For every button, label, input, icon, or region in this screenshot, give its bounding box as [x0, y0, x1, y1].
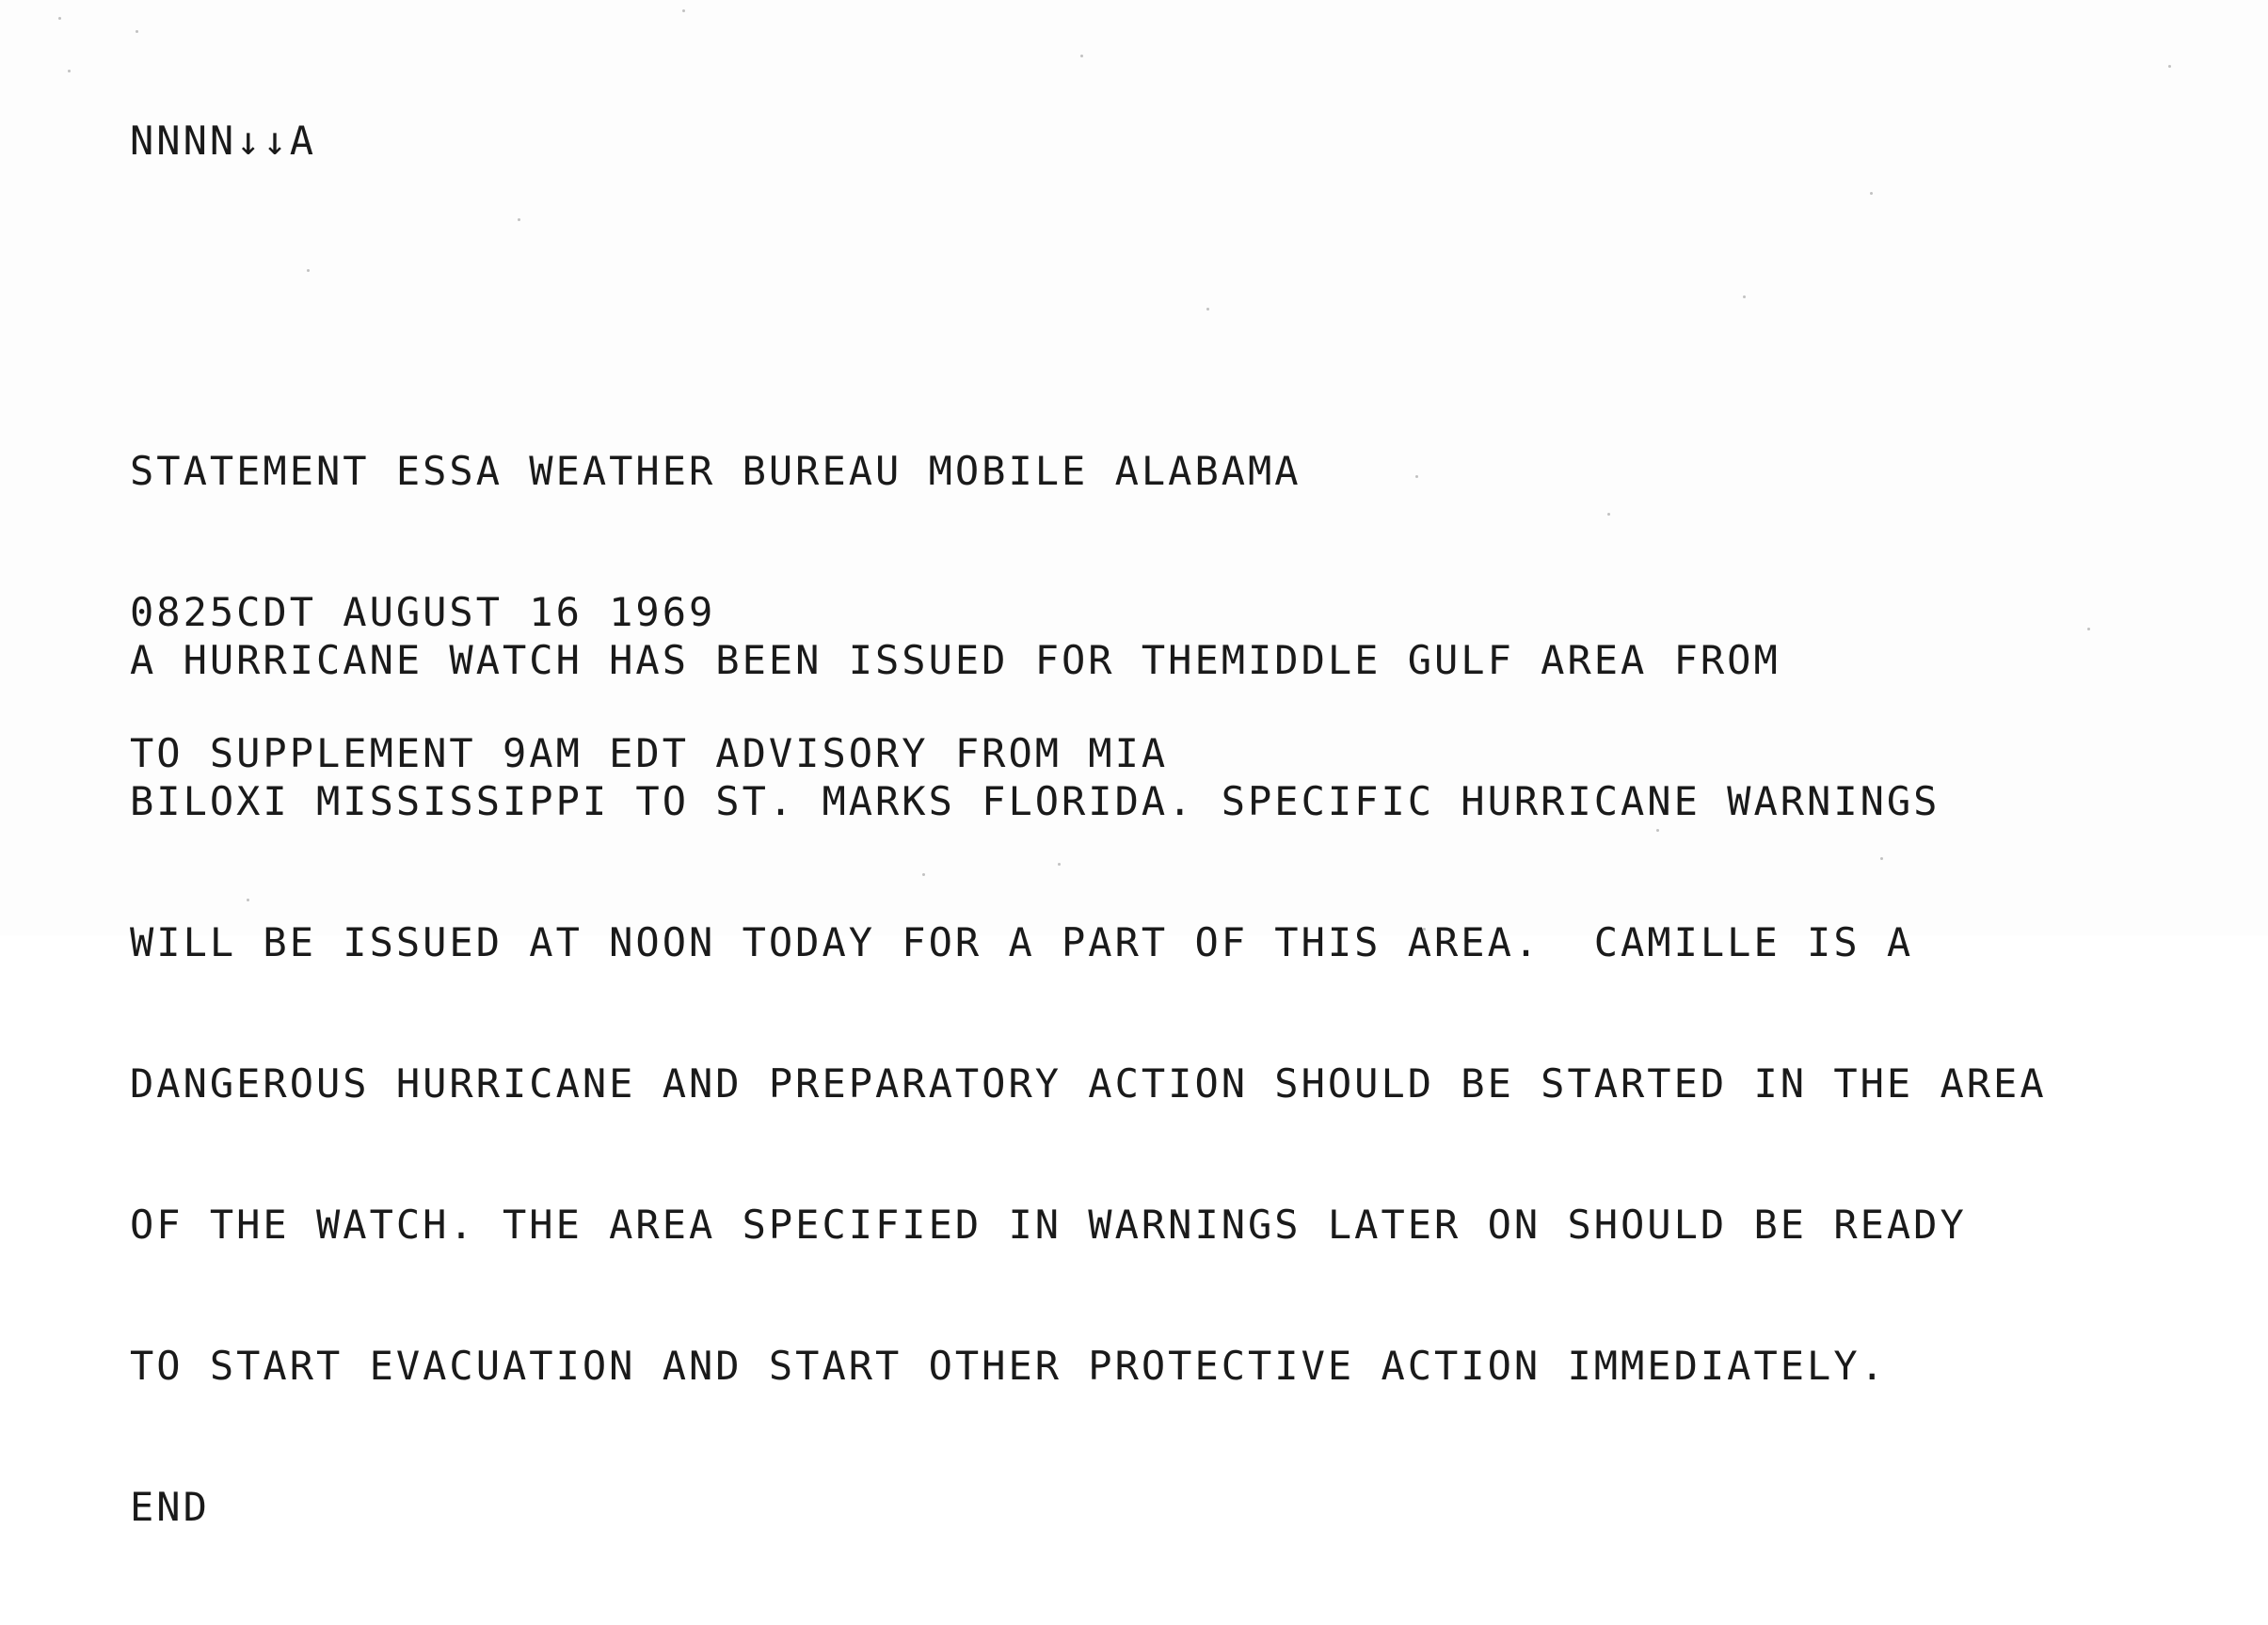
advisory-body	[130, 543, 2047, 1625]
advisory-line: OF THE WATCH. THE AREA SPECIFIED IN WARNINGS LATER ON SHOULD BE READY	[130, 1202, 1967, 1248]
paper-speck	[136, 30, 138, 33]
statement-time: 0825CDT AUGUST 16 1969	[130, 589, 716, 635]
statement-supplement: TO SUPPLEMENT 9AM EDT ADVISORY FROM MIA	[130, 730, 1169, 776]
paper-speck	[1870, 192, 1873, 195]
advisory-line: A HURRICANE WATCH HAS BEEN ISSUED FOR THEMIDDLE GULF AREA FROM	[130, 637, 1781, 683]
end-marker: END	[130, 1484, 210, 1530]
advisory-line: TO START EVACUATION AND START OTHER PROTECTIVE ACTION IMMEDIATELY.	[130, 1343, 1887, 1389]
paper-speck	[2168, 65, 2171, 68]
paper-speck	[1206, 308, 1209, 311]
paper-speck	[682, 9, 685, 12]
paper-speck	[518, 218, 520, 221]
paper-speck	[1743, 295, 1746, 298]
paper-speck	[58, 17, 61, 20]
advisory-line: BILOXI MISSISSIPPI TO ST. MARKS FLORIDA. SPECIFIC HURRICANE WARNINGS	[130, 778, 1941, 824]
advisory-line: DANGEROUS HURRICANE AND PREPARATORY ACTION SHOULD BE STARTED IN THE AREA	[130, 1060, 2047, 1107]
paper-speck	[68, 70, 71, 72]
paper-speck	[307, 269, 310, 272]
teletype-header-code: NNNN↓↓A	[130, 118, 317, 164]
paper-speck	[1080, 55, 1083, 57]
paper-speck	[1415, 475, 1418, 478]
paper-speck	[1607, 513, 1610, 516]
paper-speck	[2087, 628, 2090, 630]
advisory-line: WILL BE ISSUED AT NOON TODAY FOR A PART OF THIS AREA. CAMILLE IS A	[130, 919, 1914, 965]
statement-title: STATEMENT ESSA WEATHER BUREAU MOBILE ALABAMA	[130, 448, 1302, 494]
